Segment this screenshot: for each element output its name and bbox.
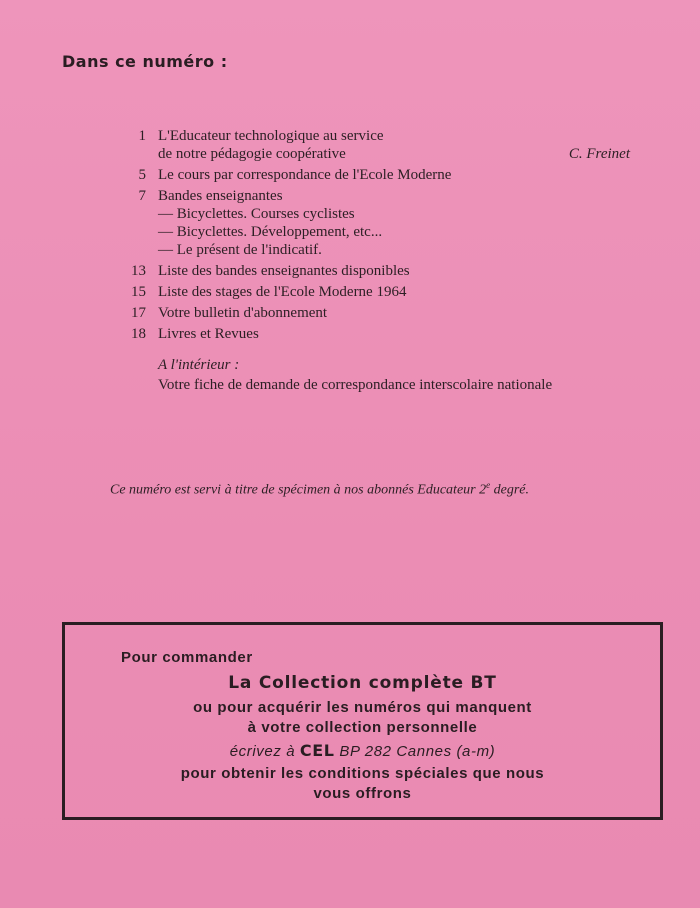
toc-line: de notre pédagogie coopérative <box>158 146 346 162</box>
toc-line: Le cours par correspondance de l'Ecole Moderne <box>158 167 452 183</box>
toc-line: L'Educateur technologique au service <box>158 128 384 144</box>
toc-page-number: 15 <box>131 284 146 300</box>
toc-entry <box>110 262 630 280</box>
toc-page-number: 7 <box>138 188 146 204</box>
notice-superscript: e <box>486 480 491 490</box>
toc-entry <box>110 304 630 322</box>
address-prefix: écrivez à <box>229 743 300 760</box>
toc-page-number: 18 <box>131 326 146 342</box>
toc-page-number: 1 <box>138 128 146 144</box>
notice-end: degré. <box>490 482 530 498</box>
toc-entry <box>110 325 630 343</box>
toc-entry <box>110 187 630 259</box>
toc-line: Liste des bandes enseignantes disponibles <box>158 263 410 279</box>
order-line: ou pour acquérir les numéros qui manquent <box>193 699 532 716</box>
inside-label: A l'intérieur : <box>158 357 240 373</box>
notice-text: Ce numéro est servi à titre de spécimen à nos abonnés Educateur 2 <box>110 482 487 498</box>
toc-author: C. Freinet <box>568 146 630 162</box>
toc-line: Liste des stages de l'Ecole Moderne 1964 <box>158 284 407 300</box>
address-text: BP 282 Cannes (a-m) <box>334 743 496 760</box>
toc-page-number: 17 <box>131 305 146 321</box>
cel-logo-text: CEL <box>299 741 335 760</box>
order-box <box>62 622 663 820</box>
toc-page-number: 13 <box>131 263 146 279</box>
toc-line: — Bicyclettes. Courses cyclistes <box>158 206 355 222</box>
toc-line: Votre bulletin d'abonnement <box>158 305 328 321</box>
toc-line: Livres et Revues <box>158 326 259 342</box>
table-of-contents <box>110 127 630 343</box>
page-title: Dans ce numéro : <box>62 52 228 71</box>
toc-entry <box>110 283 630 301</box>
inside-text: Votre fiche de demande de correspondance interscolaire nationale <box>158 377 553 393</box>
toc-entry <box>110 166 630 184</box>
order-line: vous offrons <box>313 785 412 802</box>
toc-line: — Le présent de l'indicatif. <box>158 242 322 258</box>
toc-page-number: 5 <box>138 167 146 183</box>
order-intro: Pour commander <box>121 649 253 666</box>
toc-entry <box>110 127 630 163</box>
order-line: pour obtenir les conditions spéciales que nous <box>180 765 545 782</box>
order-address <box>65 741 660 760</box>
toc-line: — Bicyclettes. Développement, etc... <box>158 224 383 240</box>
specimen-notice <box>110 480 630 499</box>
toc-line: Bandes enseignantes <box>158 188 283 204</box>
collection-title: La Collection complète BT <box>228 673 497 693</box>
inside-insert <box>158 355 552 395</box>
order-line: à votre collection personnelle <box>247 719 478 736</box>
